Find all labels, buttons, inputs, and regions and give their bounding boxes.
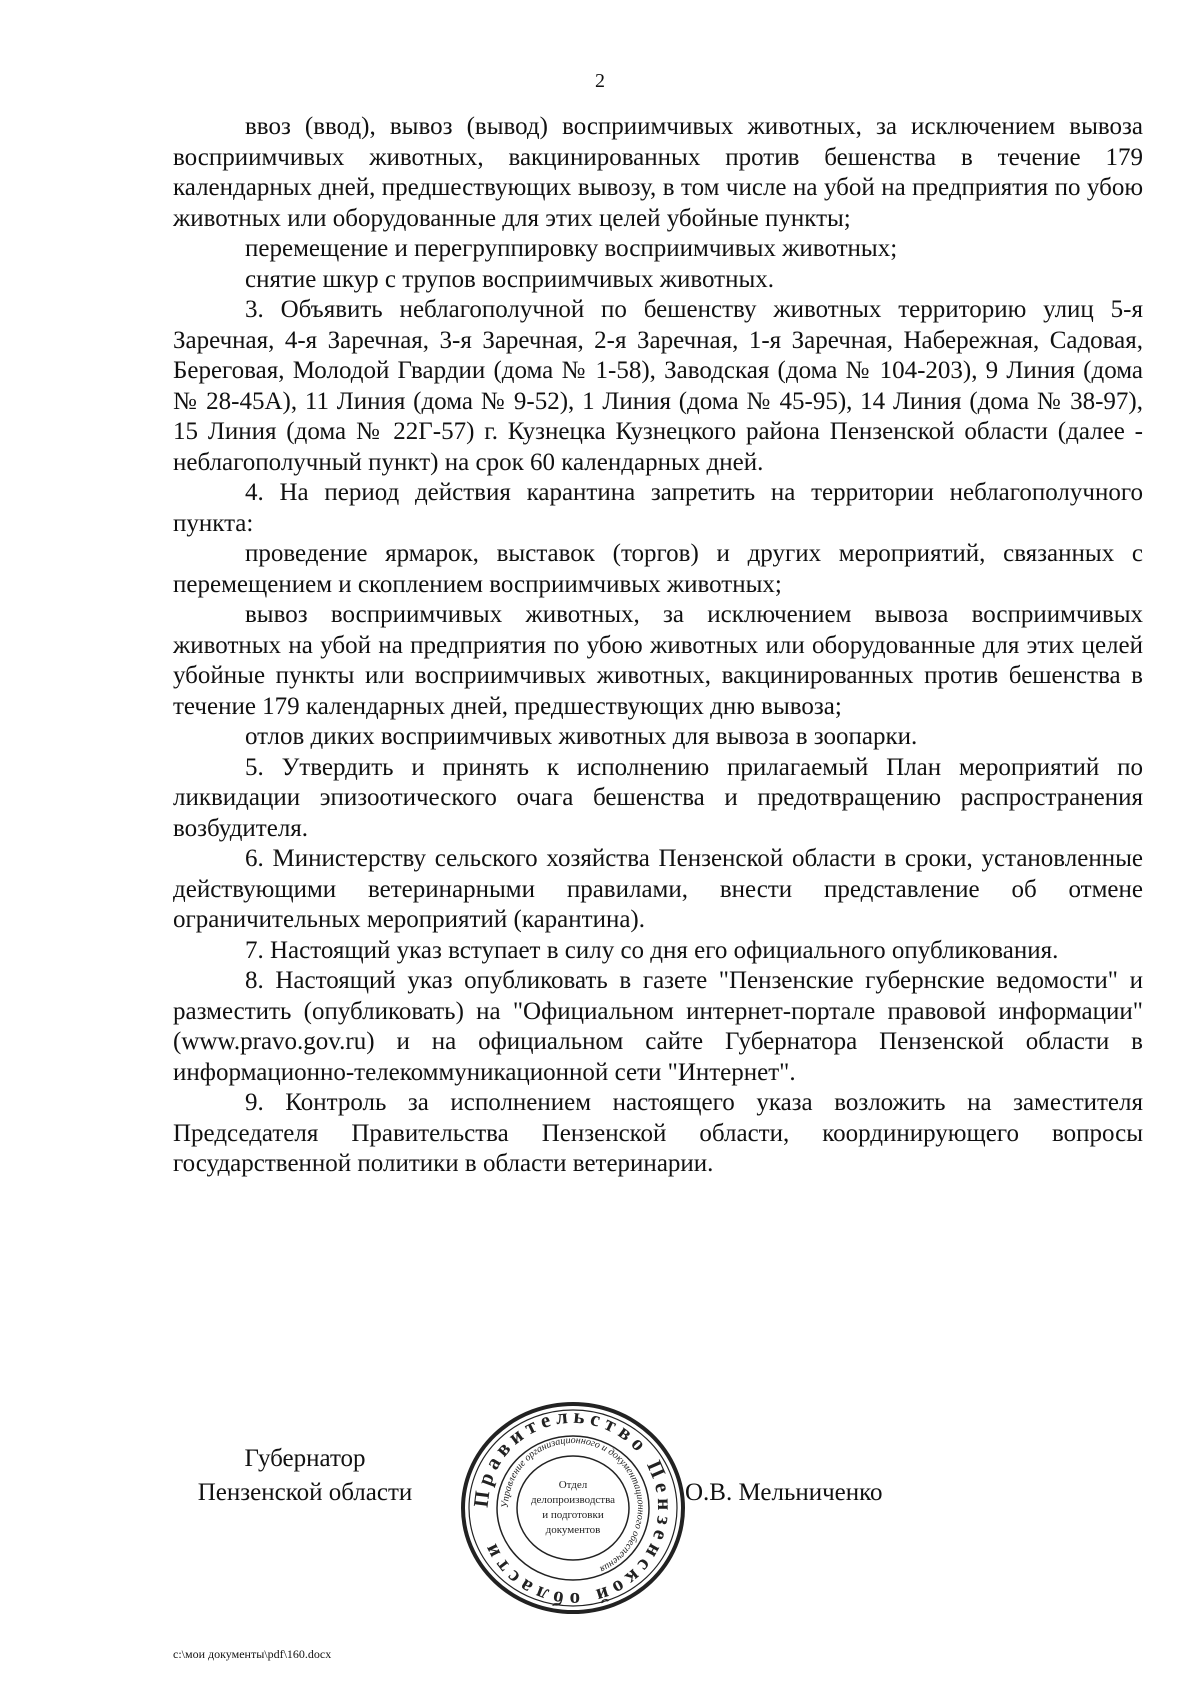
paragraph: 3. Объявить неблагополучной по бешенству животных территорию улиц 5-я Заречная, 4-я Заречная, 3-я Заречная, 2-я Заречная, 1-я Заречная, Набережная, Садовая, Береговая, Молодой Гвардии (дома № 1-58), Заводская (дома № 104-203), 9 Линия (дома № 28-45А), 11 Линия (дома № 9-52), 1 Линия (дома № 45-95), 14 Линия (дома № 38-97), 15 Линия (дома № 22Г-57) г. Кузнецка Кузнецкого района Пензенской области (далее - неблагополучный пункт) на срок 60 календарных дней. (173, 296, 1143, 476)
paragraph: 9. Контроль за исполнением настоящего указа возложить на заместителя Председателя Правительства Пензенской области, координирующего вопросы государственной политики в области ветеринарии. (173, 1089, 1143, 1177)
signer-name: О.В. Мельниченко (685, 1479, 883, 1506)
seal-center-line: Отдел (558, 1479, 588, 1491)
paragraph: ввоз (ввод), вывоз (вывод) восприимчивых животных, за исключением вывоза восприимчивых животных, вакцинированных против бешенства в течение 179 календарных дней, предшествующих вывозу, в том числе на убой на предприятия по убою животных или оборудованные для этих целей убойные пункты; (173, 113, 1143, 232)
paragraph: проведение ярмарок, выставок (торгов) и других мероприятий, связанных с перемещением и скоплением восприимчивых животных; (173, 540, 1143, 598)
document-body (173, 112, 1143, 1180)
seal-outer-text: Правительство Пензенской области (468, 1403, 678, 1613)
official-seal-stamp (458, 1400, 688, 1616)
paragraph: 8. Настоящий указ опубликовать в газете "Пензенские губернские ведомости" и разместить (опубликовать) на "Официальном интернет-портале правовой информации" (www.pravo.gov.ru) и на официальном сайте Губернатора Пензенской области в информационно-телекоммуникационной сети "Интернет". (173, 967, 1143, 1086)
footer-file-path: c:\мои документы\pdf\160.docx (173, 1647, 332, 1661)
paragraph: 6. Министерству сельского хозяйства Пензенской области в сроки, установленные действующими ветеринарными правилами, внести представление об отмене ограничительных мероприятий (карантина). (173, 845, 1143, 933)
seal-center-line: документов (545, 1524, 601, 1536)
signer-title (170, 1442, 440, 1510)
page-number: 2 (595, 70, 605, 92)
paragraph: вывоз восприимчивых животных, за исключением вывоза восприимчивых животных на убой на предприятия по убою животных или оборудованные для этих целей убойные пункты или восприимчивых животных, вакцинированных против бешенства в течение 179 календарных дней, предшествующих дню вывоза; (173, 601, 1143, 720)
seal-center-line: делопроизводства (530, 1494, 616, 1506)
seal-center-line: и подготовки (542, 1509, 604, 1521)
paragraph: перемещение и перегруппировку восприимчивых животных; (245, 235, 898, 262)
seal-middle-ring (497, 1436, 649, 1580)
signature-block (0, 1400, 1200, 1620)
paragraph: снятие шкур с трупов восприимчивых животных. (245, 265, 775, 293)
paragraph: 4. На период действия карантина запретить на территории неблагополучного пункта: (173, 479, 1143, 537)
paragraph: отлов диких восприимчивых животных для вывоза в зоопарки. (245, 723, 918, 750)
signer-title-line: Губернатор (244, 1445, 366, 1472)
seal-inner-ring (517, 1456, 629, 1560)
seal-middle-text: Управление организационного и документационного обеспечения (499, 1434, 647, 1575)
paragraph: 5. Утвердить и принять к исполнению прилагаемый План мероприятий по ликвидации эпизоотического очага бешенства и предотвращению распространения возбудителя. (173, 753, 1143, 842)
paragraph: 7. Настоящий указ вступает в силу со дня его официального опубликования. (245, 936, 1059, 964)
signer-title-line: Пензенской области (197, 1479, 413, 1506)
